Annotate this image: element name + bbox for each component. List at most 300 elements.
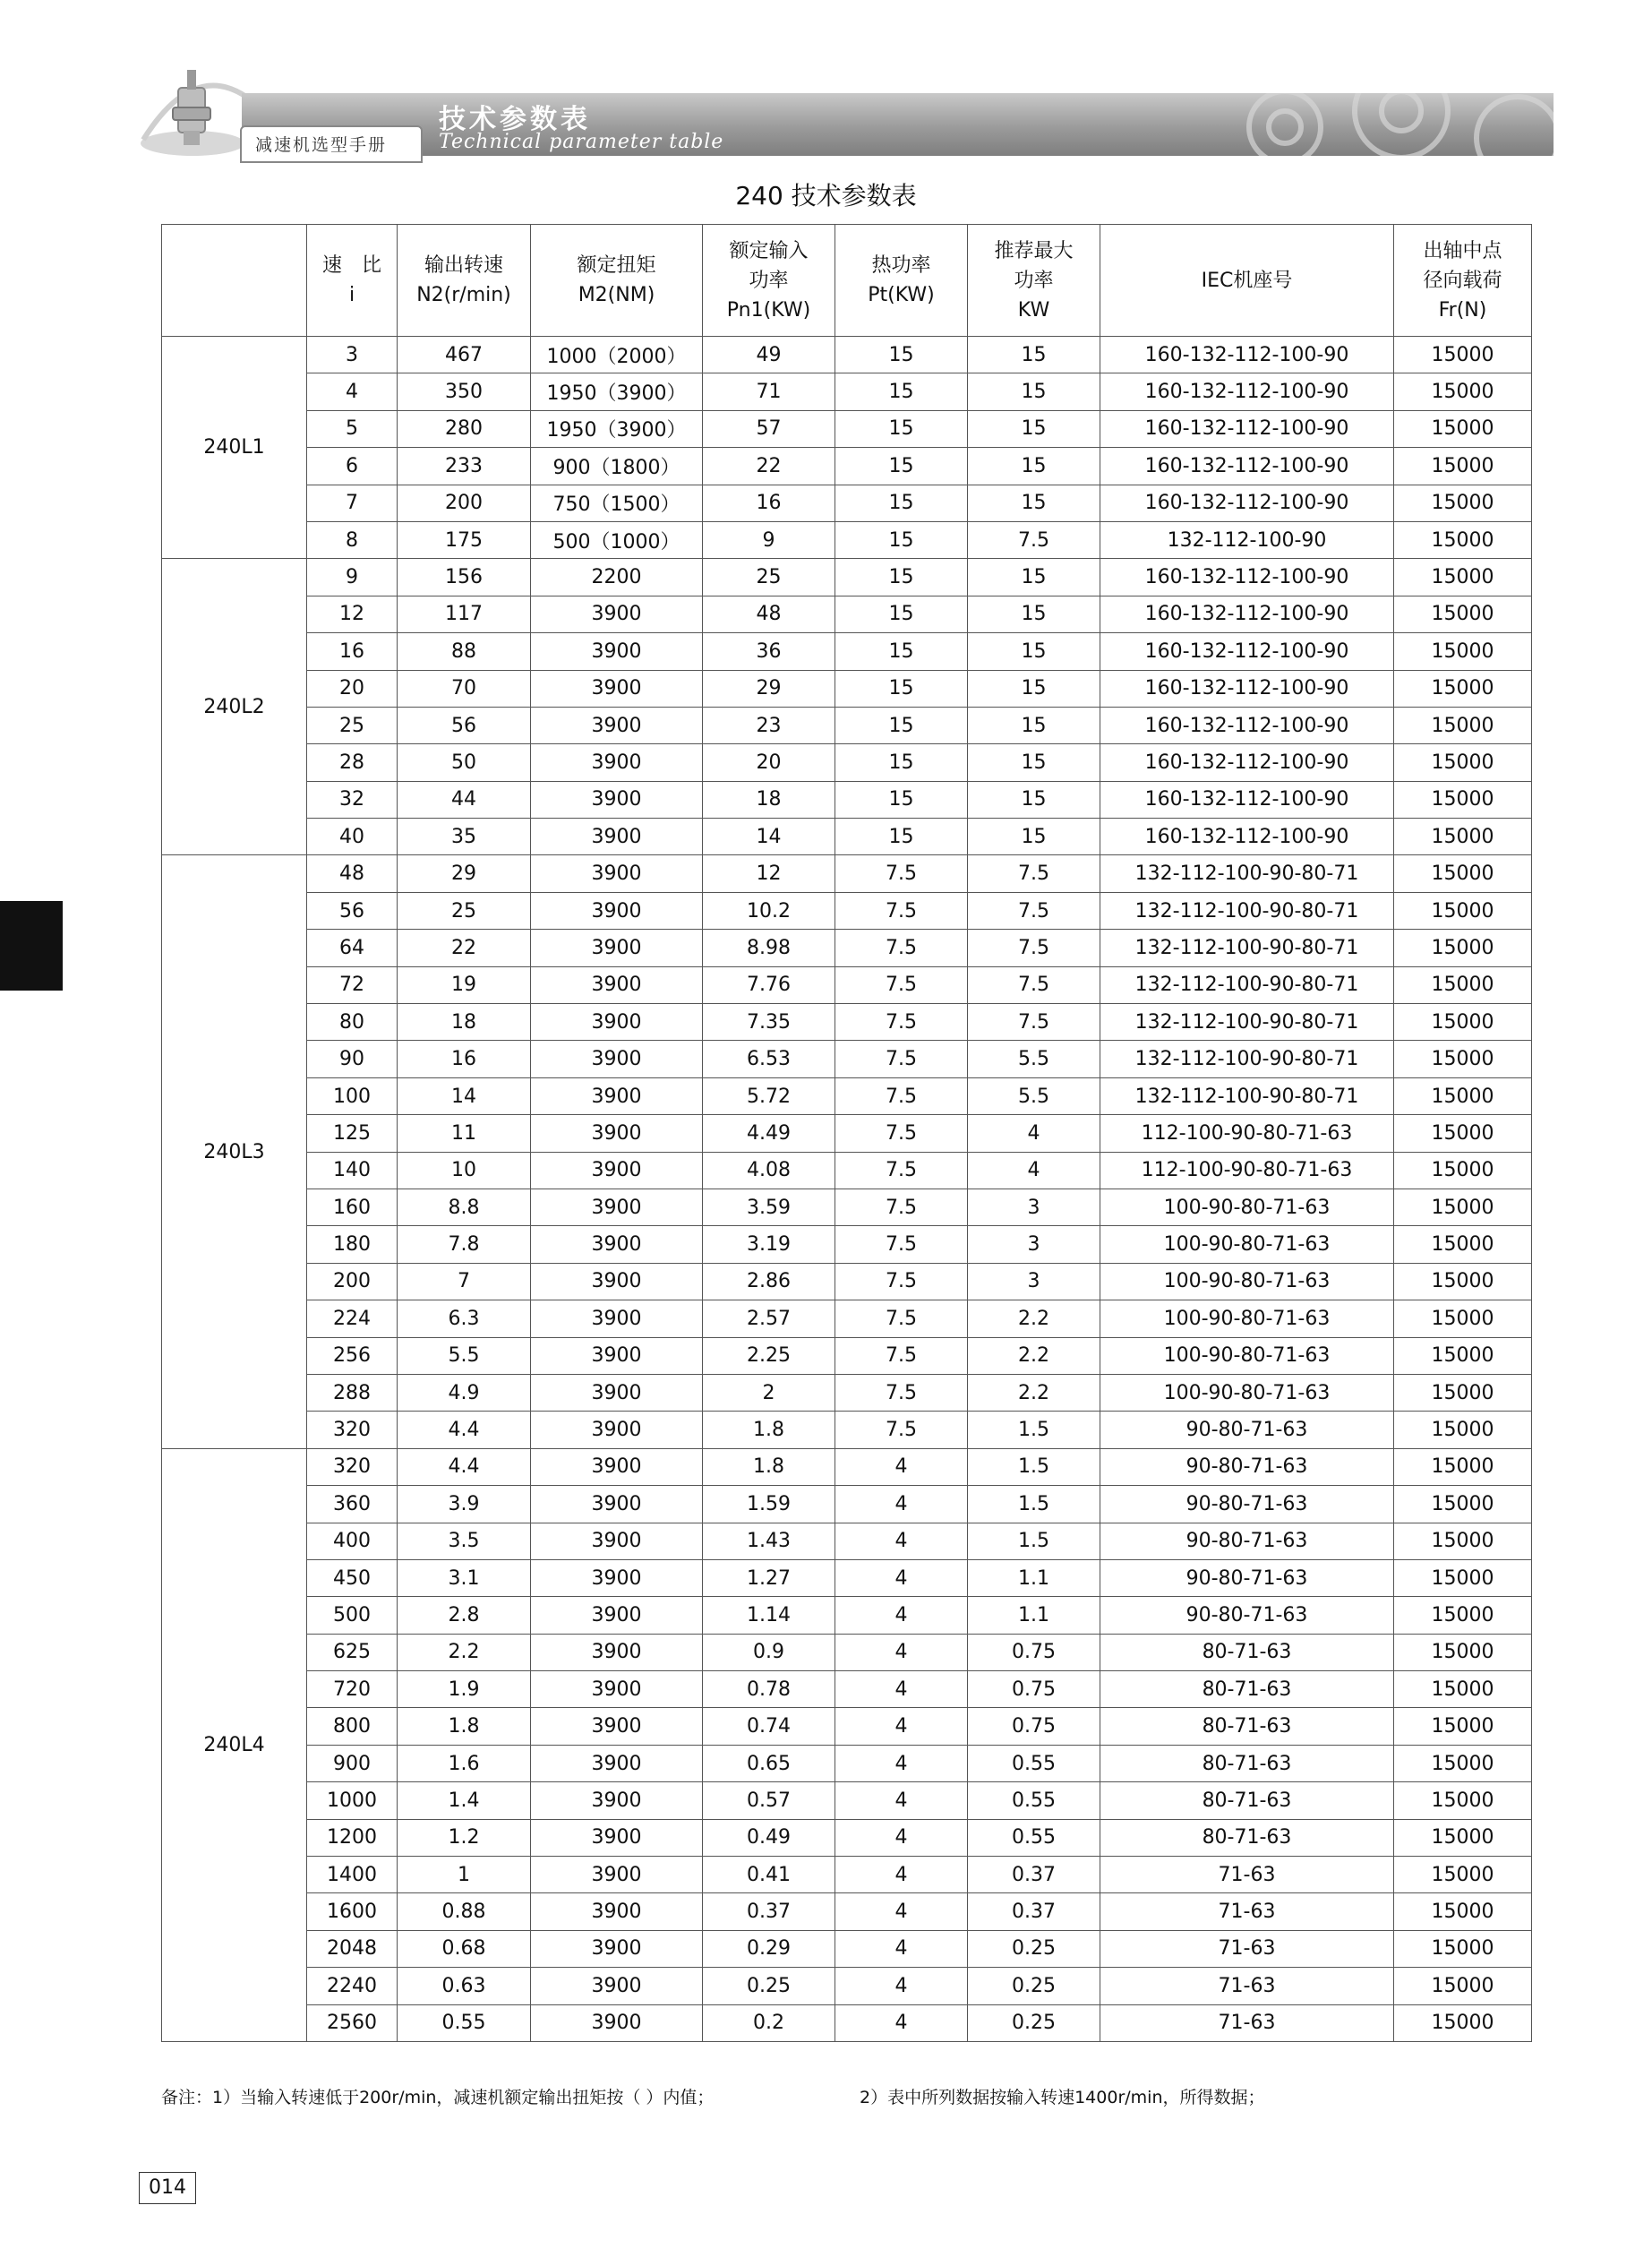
table-cell: 132-112-100-90-80-71 — [1100, 855, 1394, 892]
table-cell: 28 — [307, 744, 398, 781]
table-cell: 0.63 — [398, 1968, 531, 2004]
table-cell: 15000 — [1394, 559, 1532, 596]
table-cell: 15000 — [1394, 1263, 1532, 1300]
table-cell: 1 — [398, 1857, 531, 1893]
header-col-7 — [1394, 225, 1532, 337]
table-cell: 49 — [703, 337, 835, 373]
gears-decoration-icon — [1177, 93, 1554, 156]
table-cell: 15000 — [1394, 1634, 1532, 1670]
note-1: 备注：1）当输入转速低于200r/min，减速机额定输出扭矩按（ ）内值； — [161, 2088, 715, 2107]
table-cell: 15000 — [1394, 373, 1532, 410]
table-cell: 0.37 — [968, 1857, 1100, 1893]
table-cell: 15 — [968, 781, 1100, 818]
table-cell: 7.35 — [703, 1004, 835, 1041]
table-cell: 3900 — [531, 1412, 703, 1448]
table-row — [162, 410, 1532, 447]
table-cell: 14 — [703, 819, 835, 855]
table-cell: 15000 — [1394, 1004, 1532, 1041]
table-cell: 160-132-112-100-90 — [1100, 596, 1394, 632]
table-cell: 3900 — [531, 1523, 703, 1559]
table-cell: 88 — [398, 633, 531, 670]
table-cell: 320 — [307, 1412, 398, 1448]
table-cell: 15000 — [1394, 670, 1532, 707]
table-cell: 7.5 — [835, 1189, 968, 1225]
table-cell: 2200 — [531, 559, 703, 596]
table-cell: 0.25 — [968, 1968, 1100, 2004]
header-col-5-line: 功率 — [1014, 269, 1054, 292]
table-cell: 56 — [307, 892, 398, 929]
table-cell: 180 — [307, 1226, 398, 1263]
table-cell: 15000 — [1394, 2004, 1532, 2041]
table-cell: 100-90-80-71-63 — [1100, 1263, 1394, 1300]
header-col-4 — [835, 225, 968, 337]
table-row — [162, 781, 1532, 818]
table-cell: 1600 — [307, 1893, 398, 1930]
table-cell: 44 — [398, 781, 531, 818]
table-cell: 4 — [835, 1893, 968, 1930]
table-cell: 29 — [398, 855, 531, 892]
table-cell: 10 — [398, 1152, 531, 1189]
table-cell: 1.8 — [398, 1708, 531, 1745]
table-cell: 80-71-63 — [1100, 1819, 1394, 1856]
table-cell: 350 — [398, 373, 531, 410]
table-cell: 7.5 — [835, 1226, 968, 1263]
table-cell: 450 — [307, 1559, 398, 1596]
table-cell: 71-63 — [1100, 2004, 1394, 2041]
table-cell: 7.5 — [835, 1300, 968, 1337]
table-row — [162, 707, 1532, 743]
table-cell: 100-90-80-71-63 — [1100, 1226, 1394, 1263]
table-cell: 1.2 — [398, 1819, 531, 1856]
table-cell: 3900 — [531, 1559, 703, 1596]
table-row — [162, 1337, 1532, 1374]
table-row — [162, 1782, 1532, 1819]
table-cell: 900 — [307, 1745, 398, 1781]
table-row — [162, 1374, 1532, 1411]
table-cell: 1.43 — [703, 1523, 835, 1559]
table-cell: 280 — [398, 410, 531, 447]
table-row — [162, 448, 1532, 485]
model-cell: 240L4 — [162, 1448, 307, 2041]
table-cell: 15000 — [1394, 1486, 1532, 1523]
table-cell: 15 — [968, 410, 1100, 447]
table-cell: 800 — [307, 1708, 398, 1745]
table-row — [162, 1857, 1532, 1893]
table-cell: 15000 — [1394, 1597, 1532, 1634]
parameter-table-container — [161, 224, 1531, 2042]
table-cell: 20 — [703, 744, 835, 781]
table-cell: 132-112-100-90 — [1100, 521, 1394, 558]
table-cell: 100-90-80-71-63 — [1100, 1189, 1394, 1225]
table-cell: 3900 — [531, 744, 703, 781]
table-cell: 7.76 — [703, 966, 835, 1003]
table-cell: 15000 — [1394, 1337, 1532, 1374]
table-cell: 15 — [835, 670, 968, 707]
table-cell: 3 — [968, 1263, 1100, 1300]
table-cell: 25 — [307, 707, 398, 743]
table-cell: 3900 — [531, 930, 703, 966]
parameter-table — [161, 224, 1532, 2042]
table-cell: 4.4 — [398, 1448, 531, 1485]
table-cell: 160-132-112-100-90 — [1100, 448, 1394, 485]
table-cell: 3900 — [531, 1041, 703, 1077]
table-row — [162, 1708, 1532, 1745]
table-cell: 3.9 — [398, 1486, 531, 1523]
table-cell: 1.27 — [703, 1559, 835, 1596]
table-cell: 15000 — [1394, 781, 1532, 818]
header-col-0-line: i — [348, 284, 355, 306]
table-cell: 467 — [398, 337, 531, 373]
header-col-7-line: Fr(N) — [1438, 298, 1487, 322]
table-cell: 750（1500） — [531, 485, 703, 521]
table-cell: 4 — [968, 1115, 1100, 1152]
table-cell: 29 — [703, 670, 835, 707]
table-cell: 1.14 — [703, 1597, 835, 1634]
table-cell: 3900 — [531, 1968, 703, 2004]
table-cell: 4 — [835, 1634, 968, 1670]
table-cell: 8 — [307, 521, 398, 558]
model-cell: 240L1 — [162, 337, 307, 559]
table-cell: 15 — [835, 485, 968, 521]
table-cell: 3900 — [531, 1745, 703, 1781]
header-col-3-line: Pn1(KW) — [726, 298, 811, 322]
table-cell: 72 — [307, 966, 398, 1003]
banner-title-en: Technical parameter table — [439, 131, 724, 153]
table-cell: 7.5 — [835, 1412, 968, 1448]
table-cell: 4 — [835, 1671, 968, 1708]
table-cell: 57 — [703, 410, 835, 447]
table-cell: 0.68 — [398, 1930, 531, 1967]
table-cell: 160-132-112-100-90 — [1100, 410, 1394, 447]
table-cell: 40 — [307, 819, 398, 855]
table-cell: 12 — [703, 855, 835, 892]
table-cell: 7.5 — [835, 1115, 968, 1152]
table-cell: 7.5 — [835, 930, 968, 966]
table-cell: 0.41 — [703, 1857, 835, 1893]
table-cell: 9 — [703, 521, 835, 558]
table-cell: 15 — [968, 373, 1100, 410]
table-row — [162, 1189, 1532, 1225]
table-cell: 15000 — [1394, 707, 1532, 743]
table-cell: 15 — [835, 633, 968, 670]
table-cell: 1000 — [307, 1782, 398, 1819]
table-cell: 8.98 — [703, 930, 835, 966]
table-row — [162, 1226, 1532, 1263]
table-cell: 0.25 — [703, 1968, 835, 2004]
table-cell: 5.72 — [703, 1077, 835, 1114]
table-cell: 3900 — [531, 1708, 703, 1745]
table-cell: 15000 — [1394, 855, 1532, 892]
table-cell: 3.5 — [398, 1523, 531, 1559]
table-cell: 1.5 — [968, 1523, 1100, 1559]
table-cell: 1.59 — [703, 1486, 835, 1523]
table-cell: 15000 — [1394, 1412, 1532, 1448]
table-cell: 0.25 — [968, 2004, 1100, 2041]
table-cell: 15 — [835, 707, 968, 743]
table-cell: 15000 — [1394, 337, 1532, 373]
table-cell: 0.74 — [703, 1708, 835, 1745]
table-cell: 15000 — [1394, 596, 1532, 632]
table-cell: 0.37 — [703, 1893, 835, 1930]
table-cell: 2.86 — [703, 1263, 835, 1300]
table-cell: 0.25 — [968, 1930, 1100, 1967]
table-cell: 3900 — [531, 819, 703, 855]
table-cell: 71-63 — [1100, 1857, 1394, 1893]
table-cell: 3900 — [531, 966, 703, 1003]
header-col-6 — [1100, 225, 1394, 337]
table-cell: 2.25 — [703, 1337, 835, 1374]
table-cell: 1.1 — [968, 1597, 1100, 1634]
table-cell: 160 — [307, 1189, 398, 1225]
table-cell: 15000 — [1394, 1226, 1532, 1263]
table-cell: 233 — [398, 448, 531, 485]
table-cell: 5.5 — [398, 1337, 531, 1374]
table-cell: 15 — [968, 633, 1100, 670]
table-row — [162, 1819, 1532, 1856]
table-cell: 7.5 — [835, 1374, 968, 1411]
table-cell: 1.5 — [968, 1486, 1100, 1523]
table-cell: 3 — [968, 1226, 1100, 1263]
table-cell: 160-132-112-100-90 — [1100, 633, 1394, 670]
table-cell: 7.5 — [835, 1077, 968, 1114]
table-cell: 160-132-112-100-90 — [1100, 373, 1394, 410]
table-cell: 15 — [968, 448, 1100, 485]
table-cell: 4 — [968, 1152, 1100, 1189]
table-cell: 1400 — [307, 1857, 398, 1893]
table-cell: 160-132-112-100-90 — [1100, 485, 1394, 521]
table-cell: 15000 — [1394, 1745, 1532, 1781]
header-col-3-line: 额定输入 — [729, 239, 809, 262]
table-cell: 80-71-63 — [1100, 1782, 1394, 1819]
table-cell: 900（1800） — [531, 448, 703, 485]
table-cell: 132-112-100-90-80-71 — [1100, 930, 1394, 966]
table-cell: 15 — [835, 448, 968, 485]
table-cell: 15 — [835, 559, 968, 596]
table-cell: 15 — [835, 781, 968, 818]
table-cell: 6.53 — [703, 1041, 835, 1077]
table-cell: 160-132-112-100-90 — [1100, 781, 1394, 818]
header-col-5 — [968, 225, 1100, 337]
table-row — [162, 485, 1532, 521]
table-cell: 2.2 — [968, 1300, 1100, 1337]
table-cell: 71-63 — [1100, 1930, 1394, 1967]
table-cell: 4 — [835, 1523, 968, 1559]
table-cell: 15 — [968, 559, 1100, 596]
table-cell: 15000 — [1394, 1930, 1532, 1967]
header-col-3-line: 功率 — [749, 269, 789, 292]
header-col-4-line: Pt(KW) — [868, 284, 935, 306]
table-cell: 4 — [835, 1857, 968, 1893]
table-cell: 15000 — [1394, 1374, 1532, 1411]
table-cell: 3900 — [531, 633, 703, 670]
table-row — [162, 744, 1532, 781]
table-cell: 71-63 — [1100, 1893, 1394, 1930]
header-col-1-line: 输出转速 — [424, 254, 503, 277]
table-cell: 80-71-63 — [1100, 1708, 1394, 1745]
table-cell: 3900 — [531, 2004, 703, 2041]
table-cell: 15000 — [1394, 1189, 1532, 1225]
header-col-2 — [531, 225, 703, 337]
table-cell: 500（1000） — [531, 521, 703, 558]
gearbox-logo-icon — [139, 61, 255, 159]
table-cell: 1.9 — [398, 1671, 531, 1708]
table-row — [162, 373, 1532, 410]
table-row — [162, 1523, 1532, 1559]
header-col-0 — [307, 225, 398, 337]
table-cell: 0.37 — [968, 1893, 1100, 1930]
model-cell: 240L3 — [162, 855, 307, 1448]
table-cell: 15000 — [1394, 1671, 1532, 1708]
table-cell: 15 — [968, 337, 1100, 373]
table-cell: 3900 — [531, 1300, 703, 1337]
table-cell: 25 — [703, 559, 835, 596]
table-cell: 1.1 — [968, 1559, 1100, 1596]
table-cell: 140 — [307, 1152, 398, 1189]
header-col-5-line: 推荐最大 — [994, 239, 1074, 262]
table-cell: 35 — [398, 819, 531, 855]
table-cell: 14 — [398, 1077, 531, 1114]
table-cell: 132-112-100-90-80-71 — [1100, 892, 1394, 929]
table-row — [162, 2004, 1532, 2041]
table-cell: 15000 — [1394, 1782, 1532, 1819]
table-cell: 16 — [307, 633, 398, 670]
table-cell: 15 — [835, 744, 968, 781]
table-cell: 256 — [307, 1337, 398, 1374]
table-cell: 117 — [398, 596, 531, 632]
table-cell: 360 — [307, 1486, 398, 1523]
table-cell: 2 — [703, 1374, 835, 1411]
table-cell: 2048 — [307, 1930, 398, 1967]
table-cell: 4 — [835, 1597, 968, 1634]
header-col-6-line: IEC机座号 — [1201, 269, 1293, 292]
table-cell: 3900 — [531, 1189, 703, 1225]
table-cell: 80-71-63 — [1100, 1671, 1394, 1708]
table-cell: 15 — [835, 819, 968, 855]
table-cell: 6 — [307, 448, 398, 485]
table-cell: 160-132-112-100-90 — [1100, 707, 1394, 743]
table-cell: 90-80-71-63 — [1100, 1559, 1394, 1596]
table-title: 240 技术参数表 — [735, 181, 917, 210]
table-cell: 3.1 — [398, 1559, 531, 1596]
header-col-0-line: 速 比 — [321, 254, 381, 277]
table-row — [162, 819, 1532, 855]
table-cell: 20 — [307, 670, 398, 707]
table-row — [162, 1559, 1532, 1596]
table-cell: 7.5 — [835, 1152, 968, 1189]
table-cell: 16 — [703, 485, 835, 521]
table-cell: 7.5 — [968, 1004, 1100, 1041]
table-cell: 160-132-112-100-90 — [1100, 670, 1394, 707]
table-cell: 5.5 — [968, 1041, 1100, 1077]
table-cell: 18 — [398, 1004, 531, 1041]
table-cell: 15000 — [1394, 930, 1532, 966]
table-cell: 15000 — [1394, 819, 1532, 855]
table-cell: 12 — [307, 596, 398, 632]
table-cell: 2.2 — [398, 1634, 531, 1670]
table-cell: 15000 — [1394, 1448, 1532, 1485]
table-cell: 132-112-100-90-80-71 — [1100, 1041, 1394, 1077]
table-cell: 224 — [307, 1300, 398, 1337]
table-cell: 71 — [703, 373, 835, 410]
table-cell: 7.5 — [835, 892, 968, 929]
table-cell: 3900 — [531, 1930, 703, 1967]
table-row — [162, 1968, 1532, 2004]
table-cell: 1950（3900） — [531, 373, 703, 410]
table-cell: 15000 — [1394, 1819, 1532, 1856]
table-row — [162, 1930, 1532, 1967]
table-cell: 15000 — [1394, 521, 1532, 558]
table-cell: 156 — [398, 559, 531, 596]
table-cell: 100-90-80-71-63 — [1100, 1300, 1394, 1337]
table-cell: 11 — [398, 1115, 531, 1152]
table-cell: 100-90-80-71-63 — [1100, 1337, 1394, 1374]
table-cell: 0.55 — [398, 2004, 531, 2041]
table-row — [162, 670, 1532, 707]
table-cell: 160-132-112-100-90 — [1100, 559, 1394, 596]
table-cell: 1.4 — [398, 1782, 531, 1819]
table-cell: 15000 — [1394, 1559, 1532, 1596]
table-cell: 3900 — [531, 781, 703, 818]
table-row — [162, 1448, 1532, 1485]
table-cell: 2560 — [307, 2004, 398, 2041]
table-cell: 7 — [307, 485, 398, 521]
table-row — [162, 930, 1532, 966]
table-cell: 0.65 — [703, 1745, 835, 1781]
table-cell: 3900 — [531, 1374, 703, 1411]
table-cell: 90 — [307, 1041, 398, 1077]
table-cell: 160-132-112-100-90 — [1100, 819, 1394, 855]
table-row — [162, 559, 1532, 596]
banner-title-cn: 技术参数表 — [439, 104, 591, 135]
table-cell: 7.5 — [968, 966, 1100, 1003]
table-cell: 15000 — [1394, 633, 1532, 670]
table-body — [162, 337, 1532, 2042]
table-cell: 15000 — [1394, 1115, 1532, 1152]
section-side-tab — [0, 901, 63, 991]
table-cell: 3900 — [531, 1448, 703, 1485]
table-cell: 3900 — [531, 1671, 703, 1708]
table-cell: 6.3 — [398, 1300, 531, 1337]
table-cell: 1950（3900） — [531, 410, 703, 447]
table-cell: 1.5 — [968, 1412, 1100, 1448]
table-row — [162, 1152, 1532, 1189]
table-cell: 15 — [968, 744, 1100, 781]
table-cell: 71-63 — [1100, 1968, 1394, 2004]
table-cell: 19 — [398, 966, 531, 1003]
table-cell: 90-80-71-63 — [1100, 1412, 1394, 1448]
table-cell: 23 — [703, 707, 835, 743]
table-cell: 3900 — [531, 1857, 703, 1893]
table-cell: 4 — [835, 1968, 968, 2004]
table-cell: 3900 — [531, 596, 703, 632]
table-cell: 22 — [398, 930, 531, 966]
table-cell: 15000 — [1394, 1041, 1532, 1077]
table-cell: 22 — [703, 448, 835, 485]
table-cell: 500 — [307, 1597, 398, 1634]
table-cell: 0.75 — [968, 1671, 1100, 1708]
header-col-5-line: KW — [1017, 298, 1050, 322]
table-row — [162, 966, 1532, 1003]
table-cell: 15 — [968, 707, 1100, 743]
table-cell: 56 — [398, 707, 531, 743]
table-cell: 15000 — [1394, 410, 1532, 447]
manual-label: 减速机选型手册 — [255, 135, 388, 155]
table-cell: 0.88 — [398, 1893, 531, 1930]
table-cell: 7 — [398, 1263, 531, 1300]
table-row — [162, 855, 1532, 892]
table-cell: 400 — [307, 1523, 398, 1559]
table-cell: 132-112-100-90-80-71 — [1100, 966, 1394, 1003]
